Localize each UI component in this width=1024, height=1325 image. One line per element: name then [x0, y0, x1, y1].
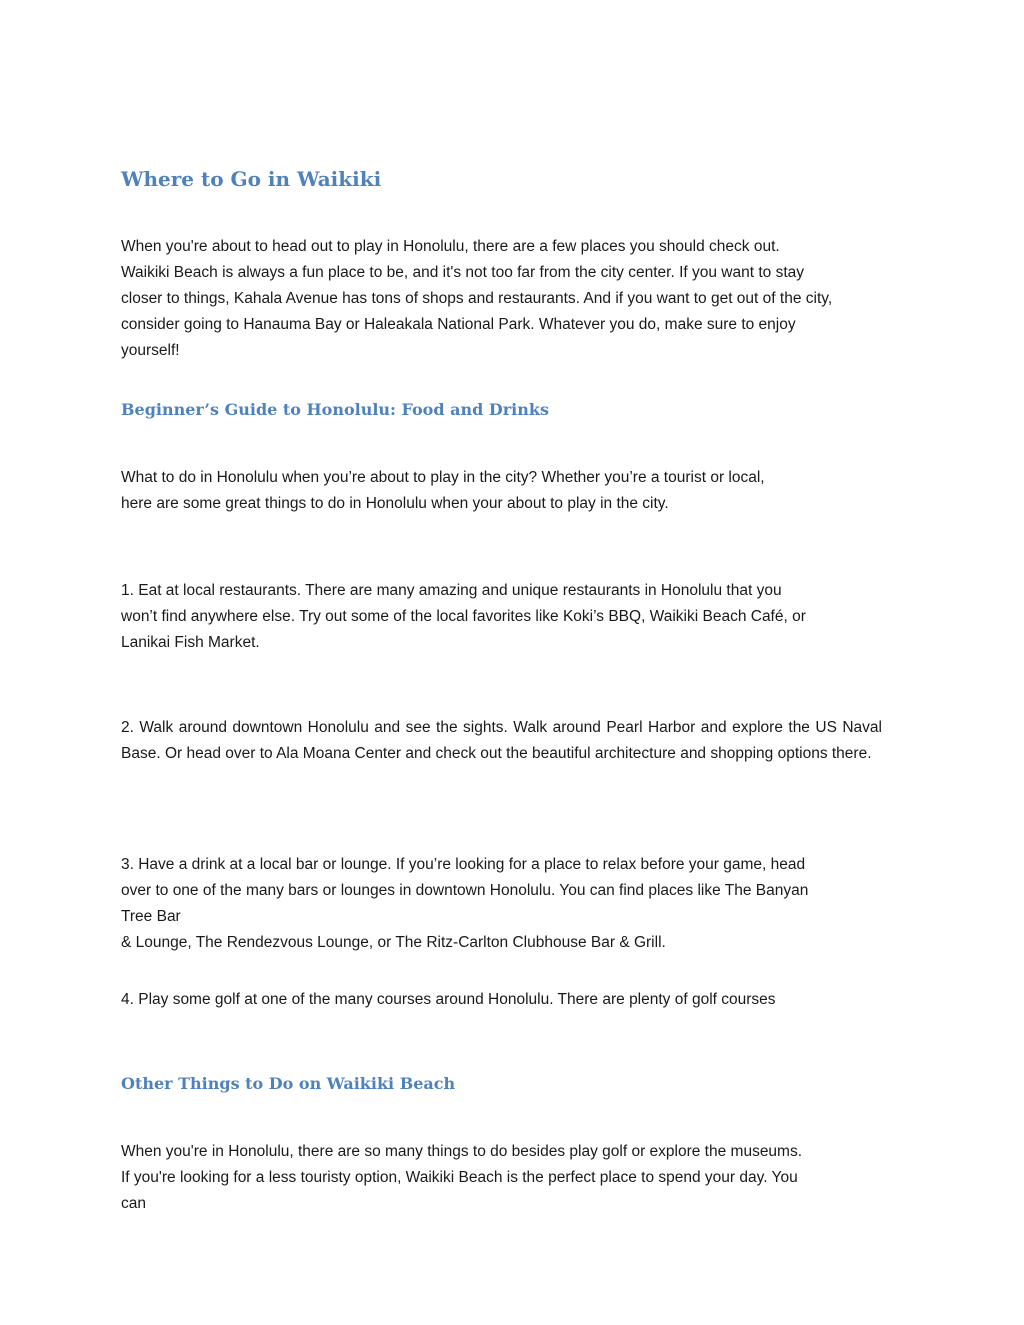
- intro-line: closer to things, Kahala Avenue has tons of shops and restaurants. And if you want to get out of the city,: [121, 290, 833, 307]
- section-body-paragraph: [121, 1139, 802, 1217]
- intro-paragraph: [121, 234, 832, 364]
- list-item-bar-lounge: [121, 852, 808, 956]
- lead-line: What to do in Honolulu when you’re about to play in the city? Whether you’re a tourist or local,: [121, 469, 765, 486]
- intro-line: When you're about to head out to play in Honolulu, there are a few places you should check out.: [121, 238, 780, 255]
- intro-line: Waikiki Beach is always a fun place to be, and it's not too far from the city center. If you want to stay: [121, 264, 804, 281]
- body-line: When you're in Honolulu, there are so many things to do besides play golf or explore the museums.: [121, 1143, 803, 1160]
- item-line: Lanikai Fish Market.: [121, 634, 260, 651]
- body-line: can: [121, 1195, 146, 1212]
- item-line: won’t find anywhere else. Try out some of the local favorites like Koki’s BBQ, Waikiki Beach Café, or: [121, 608, 806, 625]
- intro-line: consider going to Hanauma Bay or Haleakala National Park. Whatever you do, make sure to enjoy: [121, 316, 796, 333]
- list-item-downtown: 2. Walk around downtown Honolulu and see the sights. Walk around Pearl Harbor and explore the US Naval Base. Or head over to Ala Moana Center and check out the beautiful architecture and shopping options there.: [121, 719, 882, 762]
- list-item-golf: 4. Play some golf at one of the many courses around Honolulu. There are plenty of golf courses: [121, 991, 776, 1008]
- lead-line: here are some great things to do in Honolulu when your about to play in the city.: [121, 495, 669, 512]
- section-heading-waikiki-beach: Other Things to Do on Waikiki Beach: [121, 1074, 456, 1093]
- section-lead-paragraph: [121, 465, 765, 517]
- item-line: over to one of the many bars or lounges in downtown Honolulu. You can find places like The Banyan: [121, 882, 809, 899]
- body-line: If you're looking for a less touristy option, Waikiki Beach is the perfect place to spend your day. You: [121, 1169, 798, 1186]
- list-item-restaurants: [121, 578, 806, 656]
- intro-line: yourself!: [121, 342, 180, 359]
- section-heading-food-drinks: Beginner’s Guide to Honolulu: Food and Drinks: [121, 400, 549, 419]
- item-line: 1. Eat at local restaurants. There are many amazing and unique restaurants in Honolulu that you: [121, 582, 782, 599]
- item-line: & Lounge, The Rendezvous Lounge, or The Ritz-Carlton Clubhouse Bar & Grill.: [121, 934, 666, 951]
- item-line: Tree Bar: [121, 908, 181, 925]
- page-title: Where to Go in Waikiki: [121, 167, 382, 191]
- item-line: 3. Have a drink at a local bar or lounge. If you’re looking for a place to relax before your game, head: [121, 856, 806, 873]
